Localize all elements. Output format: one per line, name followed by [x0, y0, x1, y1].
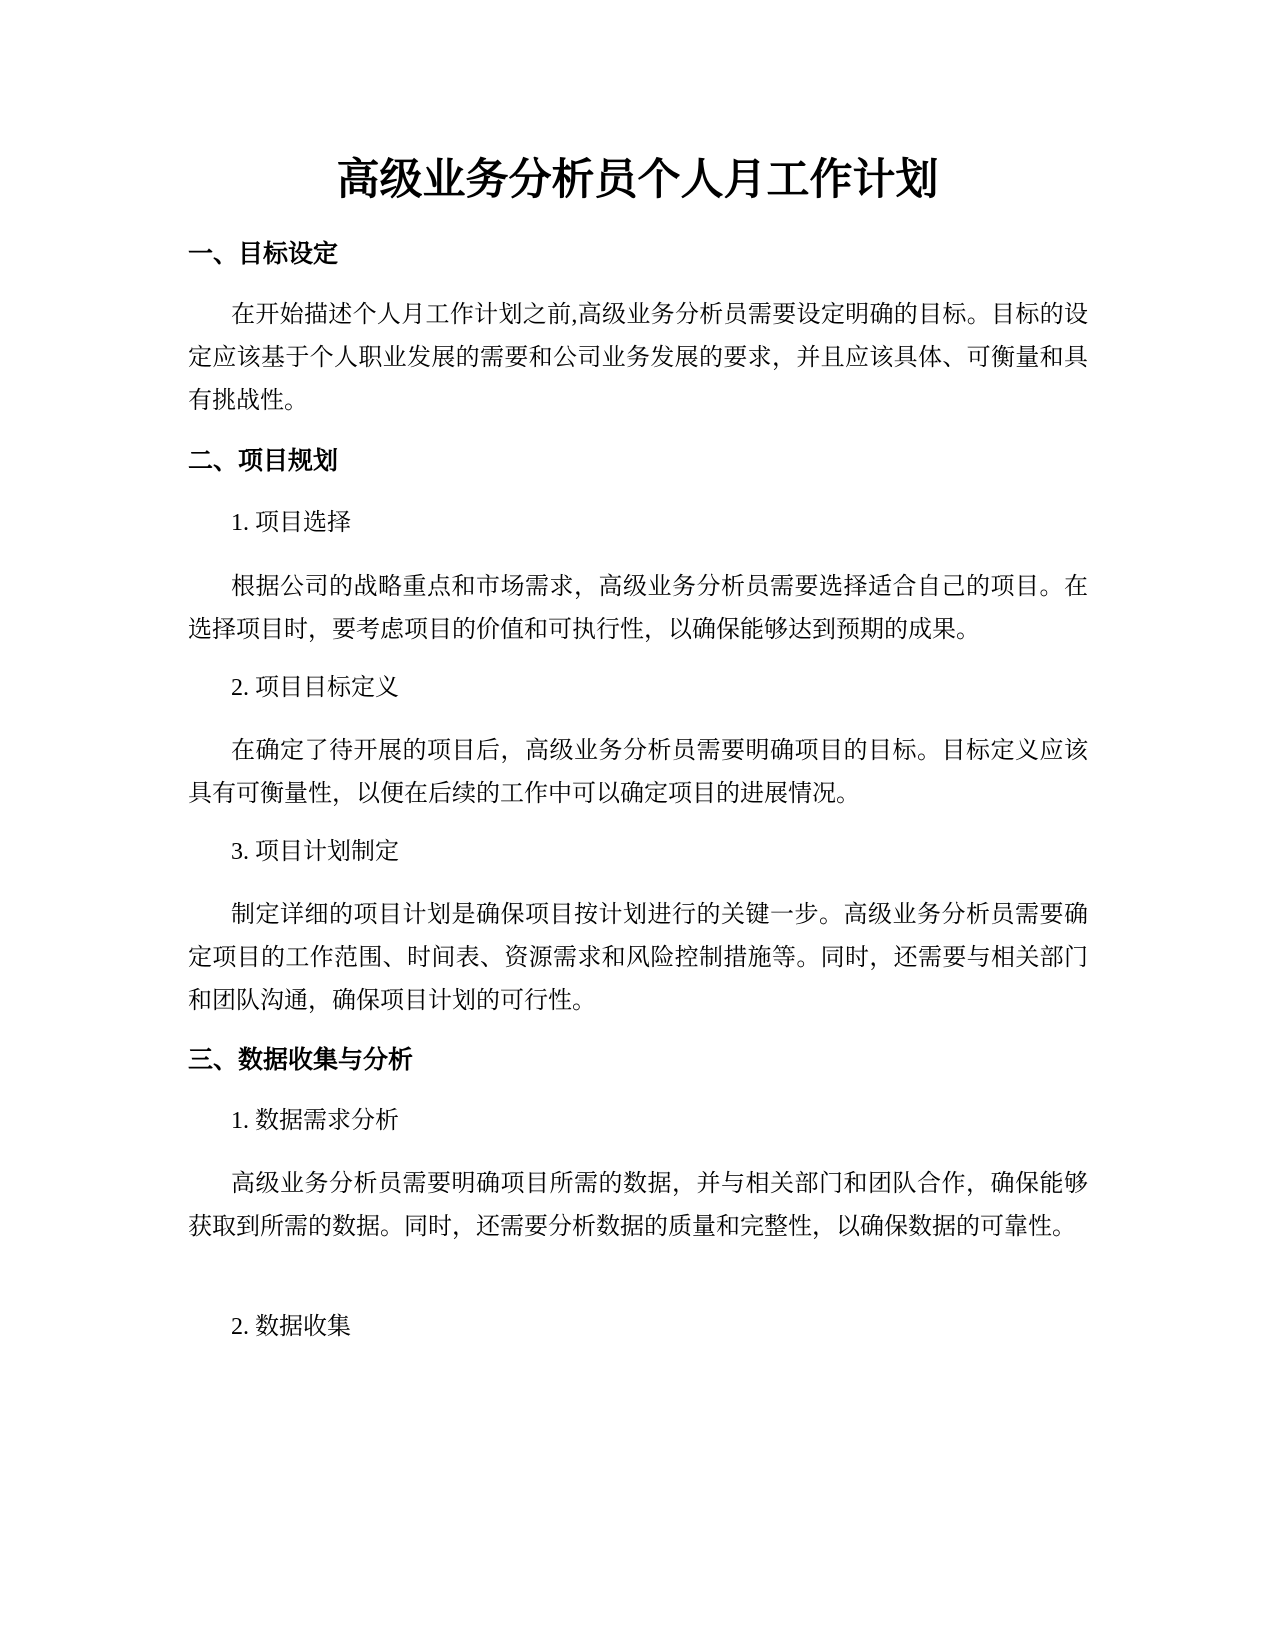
- subheading-project-selection: 1. 项目选择: [231, 510, 351, 536]
- subheading-project-goal-definition: 2. 项目目标定义: [231, 675, 399, 701]
- section-heading-project-planning: 二、项目规划: [188, 447, 339, 475]
- subheading-project-plan: 3. 项目计划制定: [231, 839, 399, 865]
- section-paragraph-goals: 在开始描述个人月工作计划之前,高级业务分析员需要设定明确的目标。目标的设定应该基于个人职业发展的需要和公司业务发展的要求，并且应该具体、可衡量和具有挑战性。: [188, 302, 1088, 414]
- subheading-data-collection: 2. 数据收集: [231, 1314, 351, 1340]
- paragraph-project-plan: 制定详细的项目计划是确保项目按计划进行的关键一步。高级业务分析员需要确定项目的工作范围、时间表、资源需求和风险控制措施等。同时，还需要与相关部门和团队沟通，确保项目计划的可行性。: [188, 902, 1088, 1014]
- subheading-data-requirements: 1. 数据需求分析: [231, 1108, 399, 1134]
- section-heading-goals: 一、目标设定: [188, 240, 339, 268]
- section-heading-data: 三、数据收集与分析: [188, 1046, 414, 1074]
- paragraph-data-requirements: 高级业务分析员需要明确项目所需的数据，并与相关部门和团队合作，确保能够获取到所需的数据。同时，还需要分析数据的质量和完整性，以确保数据的可靠性。: [188, 1171, 1088, 1240]
- paragraph-project-goal-definition: 在确定了待开展的项目后，高级业务分析员需要明确项目的目标。目标定义应该具有可衡量性，以便在后续的工作中可以确定项目的进展情况。: [188, 738, 1088, 807]
- document-title: 高级业务分析员个人月工作计划: [336, 156, 939, 204]
- paragraph-project-selection: 根据公司的战略重点和市场需求，高级业务分析员需要选择适合自己的项目。在选择项目时，要考虑项目的价值和可执行性，以确保能够达到预期的成果。: [188, 574, 1088, 643]
